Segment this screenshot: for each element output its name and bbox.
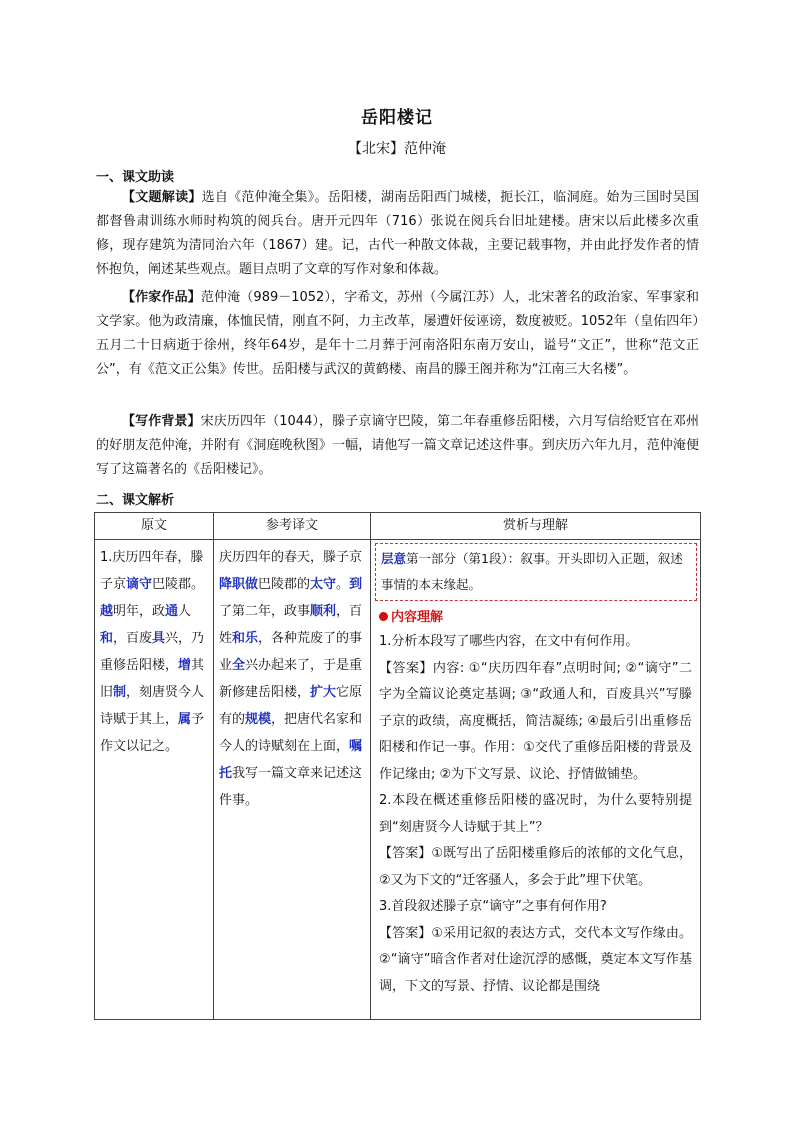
highlighted-word: 通 [165, 604, 179, 619]
text-segment: 兴，乃重修岳阳楼， [100, 631, 205, 673]
page-title: 岳阳楼记 [361, 108, 433, 128]
qa-item: 1.分析本段写了哪些内容，在文中有何作用。 [379, 634, 639, 649]
text-segment: 明年，政 [113, 604, 166, 619]
text-segment: 我写一篇文章来记述这件事。 [219, 766, 363, 808]
qa-item: 【答案】内容: ①“庆历四年春”点明时间; ②“谪守”二字为全篇议论奠定基调; ③“政通人和，百废具兴”写滕子京的政绩，高度概括，简洁凝练; ④最后引出重修岳阳楼和作记一事。作用：①交代了重修岳阳楼的背景及作记缘由; ②为下文写景、议论、抒情做铺垫。 [379, 660, 692, 782]
highlighted-word: 和乐 [232, 631, 259, 646]
text-segment: 予作文以记之。 [100, 712, 205, 754]
layer-label: 层意 [381, 551, 407, 566]
highlighted-word: 太守 [310, 577, 337, 592]
highlighted-word: 谪守 [126, 577, 153, 592]
section-heading-2: 二、课文解析 [96, 493, 175, 508]
text-segment: ，百废 [113, 631, 153, 646]
content-label: 内容理解 [391, 610, 444, 625]
table-header: 原文 [95, 513, 214, 540]
table-row [95, 540, 701, 1020]
highlighted-word: 属 [178, 712, 192, 727]
highlighted-word: 降职做 [219, 577, 259, 592]
highlighted-word: 和 [100, 631, 114, 646]
text-segment: 人 [178, 604, 192, 619]
text-segment: 。 [336, 577, 350, 592]
paragraph-text: 选自《范仲淹全集》。岳阳楼，湖南岳阳西门城楼，扼长江，临洞庭。始为三国时吴国都督鲁肃训练水师时构筑的阅兵台。唐开元四年（716）张说在阅兵台旧址建楼。唐宋以后此楼多次重修，现存建筑为清同治六年（1867）建。记，古代一种散文体裁，主要记载事物，并由此抒发作者的情怀抱负，阐述某些观点。题目点明了文章的写作对象和体裁。 [96, 190, 699, 277]
highlighted-word: 顺利 [310, 604, 337, 619]
text-segment: ，百姓 [219, 604, 363, 646]
qa-item: 2.本段在概述重修岳阳楼的盛况时，为什么要特别提到“刻唐贤今人诗赋于其上”？ [379, 793, 692, 835]
highlighted-word: 越 [100, 604, 114, 619]
analysis-table [94, 512, 701, 1020]
analysis-cell [371, 540, 701, 1020]
highlighted-word: 扩大 [310, 685, 337, 700]
paragraph-tag: 【作家作品】 [122, 290, 201, 305]
content-heading [371, 607, 700, 629]
qa-item: 3.首段叙述滕子京“谪守”之事有何作用? [379, 899, 607, 914]
text-segment: ，把唐代名家和今人的诗赋刻在上面， [219, 712, 363, 754]
author-line: 【北宋】范仲淹 [348, 141, 446, 157]
table-header: 赏析与理解 [371, 513, 701, 540]
text-segment: 巴陵郡。 [152, 577, 205, 592]
translation-cell [214, 540, 371, 1020]
paragraph-tag: 【写作背景】 [122, 414, 201, 429]
text-segment: 巴陵郡的 [258, 577, 311, 592]
highlighted-word: 嘱托 [219, 739, 363, 781]
qa-item: 【答案】①采用记叙的表达方式，交代本文写作缘由。②“谪守”暗含作者对仕途沉浮的感慨，奠定本文写作基调，下文的写景、抒情、议论都是围绕 [379, 925, 692, 994]
text-segment: 其旧 [100, 658, 205, 700]
red-dot-icon [379, 612, 388, 621]
text-segment: ，各种荒废了的事业 [219, 631, 363, 673]
paragraph-text: 宋庆历四年（1044），滕子京谪守巴陵，第二年春重修岳阳楼，六月写信给贬官在邓州的好朋友范仲淹，并附有《洞庭晚秋图》一幅，请他写一篇文章记述这件事。到庆历六年九月，范仲淹便写了这篇著名的《岳阳楼记》。 [96, 414, 699, 477]
table-header: 参考译文 [214, 513, 371, 540]
section-heading-1: 一、课文助读 [96, 170, 175, 185]
text-segment: 1.庆历四年春，滕子京 [100, 550, 204, 592]
highlighted-word: 规模 [245, 712, 272, 727]
highlighted-word: 制 [113, 685, 127, 700]
text-segment: 它原有的 [219, 685, 363, 727]
paragraph-author-works [96, 286, 699, 382]
layer-meaning-box [375, 543, 697, 601]
qa-list [371, 629, 700, 1000]
original-text-cell [95, 540, 214, 1020]
highlighted-word: 到 [349, 577, 363, 592]
qa-item: 【答案】①既写出了岳阳楼重修后的浓郁的文化气息，②又为下文的“迁客骚人，多会于此”埋下伏笔。 [379, 846, 692, 888]
paragraph-text: 范仲淹（989－1052），字希文，苏州（今属江苏）人，北宋著名的政治家、军事家和文学家。他为政清廉，体恤民情，刚直不阿，力主改革，屡遭奸佞诬谤，数度被贬。1052年（皇佑四年）五月二十日病逝于徐州，终年64岁，是年十二月葬于河南洛阳东南万安山，谥号“文正”，世称“范文正公”，有《范文正公集》传世。岳阳楼与武汉的黄鹤楼、南昌的滕王阁并称为“江南三大名楼”。 [96, 290, 699, 377]
highlighted-word: 增 [178, 658, 192, 673]
layer-text: 第一部分（第1段）：叙事。开头即切入正题，叙述事情的本末缘起。 [381, 551, 683, 592]
text-segment: ，刻唐贤今人诗赋于其上， [100, 685, 205, 727]
highlighted-word: 全 [232, 658, 246, 673]
text-segment: 了第二年，政事 [219, 604, 311, 619]
text-segment: 庆历四年的春天，滕子京 [219, 550, 363, 565]
paragraph-title-interpretation [96, 186, 699, 282]
highlighted-word: 具 [152, 631, 166, 646]
table-header-row [95, 513, 701, 540]
paragraph-tag: 【文题解读】 [122, 190, 202, 205]
paragraph-background [96, 410, 699, 482]
text-segment: 兴办起来了，于是重新修建岳阳楼， [219, 658, 363, 700]
